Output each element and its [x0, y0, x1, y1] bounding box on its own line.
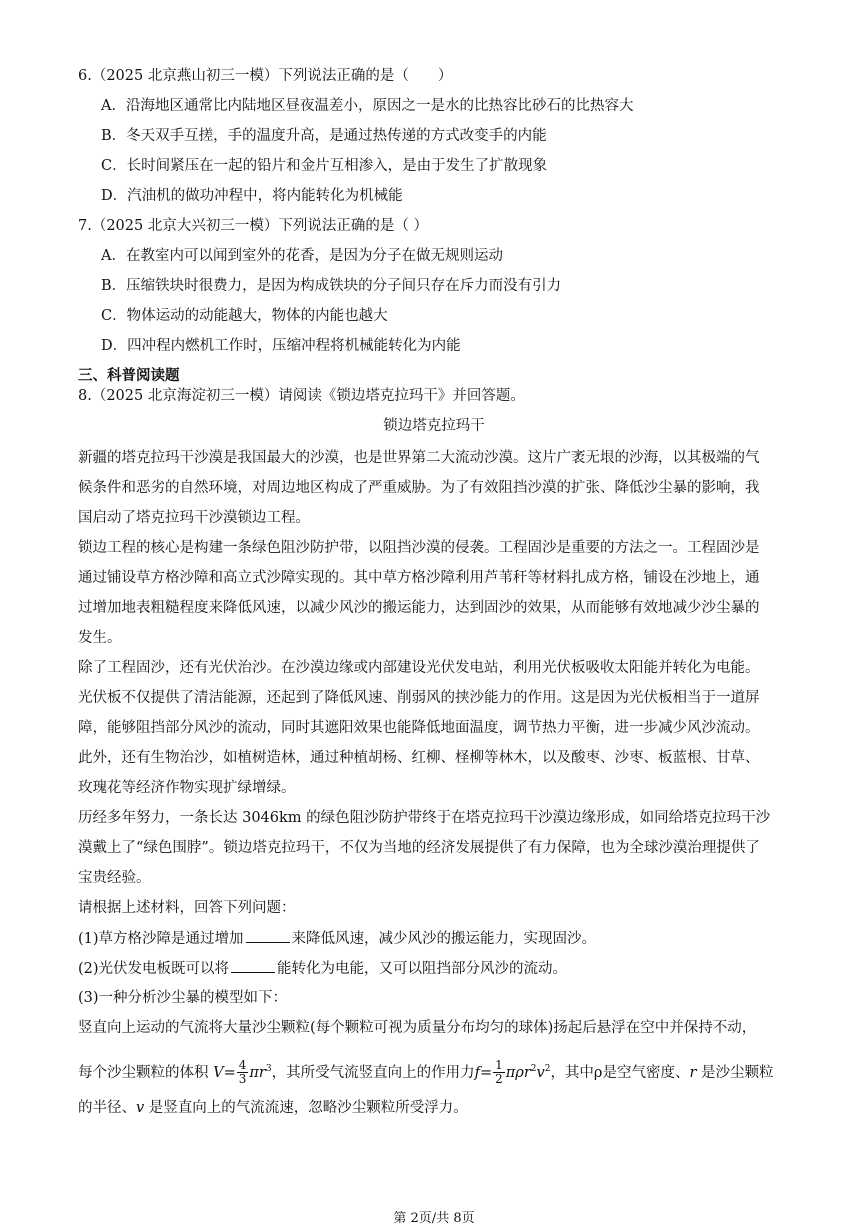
model-line-2: 每个沙尘颗粒的体积 V= $\frac{4}{3}$ $\pi r^3$，其所受气流竖直向上的作用力f= $\frac{1}{2}$ $\pi\rho r^2v^2$，其中ρ是空气密度、r 是沙尘颗粒	[78, 1058, 774, 1087]
variable-r: r	[689, 1064, 697, 1081]
q8-sub1-after: 来降低风速，减少风沙的搬运能力，实现固沙。	[291, 931, 597, 947]
article-line: 锁边工程的核心是构建一条绿色阻沙防护带，以阻挡沙漠的侵袭。工程固沙是重要的方法之一。工程固沙是	[78, 540, 760, 556]
q7-option-b: B．压缩铁块时很费力，是因为构成铁块的分子间只存在斥力而没有引力	[101, 278, 562, 294]
q8-sub2-after: 能转化为电能，又可以阻挡部分风沙的流动。	[277, 961, 568, 977]
fraction-denominator: 2	[495, 1072, 503, 1087]
model-line-1: 竖直向上运动的气流将大量沙尘颗粒(每个颗粒可视为质量分布均匀的球体)扬起后悬浮在空中并保持不动，	[78, 1020, 757, 1036]
q8-stem: 8.（2025 北京海淀初三一模）请阅读《锁边塔克拉玛干》并回答题。	[78, 388, 525, 404]
article-line: 除了工程固沙，还有光伏治沙。在沙漠边缘或内部建设光伏发电站，利用光伏板吸收太阳能并转化为电能。	[78, 660, 760, 676]
q6-stem: 6.（2025 北京燕山初三一模）下列说法正确的是（ ）	[78, 68, 453, 84]
article-line: 历经多年努力，一条长达 3046km 的绿色阻沙防护带终于在塔克拉玛干沙漠边缘形成，如同给塔克拉玛干沙	[78, 810, 771, 826]
q8-prompt: 请根据上述材料，回答下列问题：	[78, 900, 296, 916]
fraction-four-thirds	[237, 1059, 249, 1086]
article-line: 国启动了塔克拉玛干沙漠锁边工程。	[78, 510, 310, 526]
fraction-numerator: 4	[238, 1058, 247, 1073]
q6-option-b: B．冬天双手互搓，手的温度升高，是通过热传递的方式改变手的内能	[101, 128, 547, 144]
article-line: 新疆的塔克拉玛干沙漠是我国最大的沙漠，也是世界第二大流动沙漠。这片广袤无垠的沙海，以其极端的气	[78, 450, 760, 466]
formula-f-rest: πρr	[505, 1064, 531, 1081]
fraction-denominator: 3	[238, 1072, 247, 1087]
article-title: 锁边塔克拉玛干	[383, 418, 485, 434]
model-line-3-a: 的半径、	[78, 1100, 136, 1116]
q7-stem: 7.（2025 北京大兴初三一模）下列说法正确的是（ ）	[78, 218, 428, 234]
article-line: 通过铺设草方格沙障和高立式沙障实现的。其中草方格沙障利用芦苇秆等材料扎成方格，铺设在沙地上，通	[78, 570, 760, 586]
fraction-numerator: 1	[495, 1058, 503, 1073]
section-heading: 三、科普阅读题	[78, 367, 180, 384]
q8-sub3: (3)一种分析沙尘暴的模型如下：	[78, 990, 288, 1006]
formula-v-var: V	[213, 1064, 224, 1081]
article-line: 此外，还有生物治沙，如植树造林，通过种植胡杨、红柳、柽柳等林木，以及酸枣、沙枣、板蓝根、甘草、	[78, 750, 760, 766]
article-line: 障，能够阻挡部分风沙的流动，同时其遮阳效果也能降低地面温度，调节热力平衡，进一步减少风沙流动。	[78, 720, 760, 736]
formula-f-v: v	[536, 1064, 545, 1081]
q7-option-c: C．物体运动的动能越大，物体的内能也越大	[101, 308, 388, 324]
q8-sub1	[78, 928, 596, 949]
formula-f-exp1: 2	[530, 1064, 537, 1074]
q8-sub1-before: (1)草方格沙障是通过增加	[78, 931, 244, 947]
formula-f-var: f	[474, 1064, 480, 1081]
model-line-2-b: ，其所受气流竖直向上的作用力	[271, 1064, 475, 1081]
article-line: 漠戴上了“绿色围脖”。锁边塔克拉玛干，不仅为当地的经济发展提供了有力保障，也为全球沙漠治理提供了	[78, 840, 760, 856]
variable-v: v	[136, 1100, 145, 1116]
answer-blank-1[interactable]	[246, 928, 290, 943]
article-line: 光伏板不仅提供了清洁能源，还起到了降低风速、削弱风的挟沙能力的作用。这是因为光伏板相当于一道屏	[78, 690, 760, 706]
model-line-3	[78, 1098, 468, 1118]
model-line-3-b: 是竖直向上的气流流速，忽略沙尘颗粒所受浮力。	[144, 1100, 468, 1116]
q7-option-d: D．四冲程内燃机工作时，压缩冲程将机械能转化为内能	[101, 338, 461, 354]
answer-blank-2[interactable]	[231, 958, 275, 973]
formula-v-rest: πr	[249, 1064, 266, 1081]
article-line: 宝贵经验。	[78, 870, 151, 886]
q6-option-c: C．长时间紧压在一起的铅片和金片互相渗入，是由于发生了扩散现象	[101, 158, 548, 174]
q6-option-a: A．沿海地区通常比内陆地区昼夜温差小，原因之一是水的比热容比砂石的比热容大	[101, 98, 634, 114]
model-line-2-c: ，其中ρ是空气密度、	[550, 1064, 690, 1081]
model-line-2-d: 是沙尘颗粒	[696, 1064, 774, 1081]
article-line: 发生。	[78, 630, 122, 646]
fraction-one-half	[493, 1059, 505, 1086]
q8-sub2	[78, 958, 567, 979]
formula-v-exp: 3	[265, 1064, 272, 1074]
model-line-2-a: 每个沙尘颗粒的体积	[78, 1064, 214, 1081]
q7-option-a: A．在教室内可以闻到室外的花香，是因为分子在做无规则运动	[101, 248, 503, 264]
q6-option-d: D．汽油机的做功冲程中，将内能转化为机械能	[101, 188, 403, 204]
q8-sub2-before: (2)光伏发电板既可以将	[78, 961, 230, 977]
formula-f-exp2: 2	[544, 1064, 551, 1074]
article-line: 过增加地表粗糙程度来降低风速，以减少风沙的搬运能力，达到固沙的效果，从而能够有效地减少沙尘暴的	[78, 600, 760, 616]
page-footer: 第 2页/共 8页	[393, 1211, 475, 1226]
article-line: 候条件和恶劣的自然环境，对周边地区构成了严重威胁。为了有效阻挡沙漠的扩张、降低沙尘暴的影响，我	[78, 480, 760, 496]
article-line: 玫瑰花等经济作物实现扩绿增绿。	[78, 780, 296, 796]
